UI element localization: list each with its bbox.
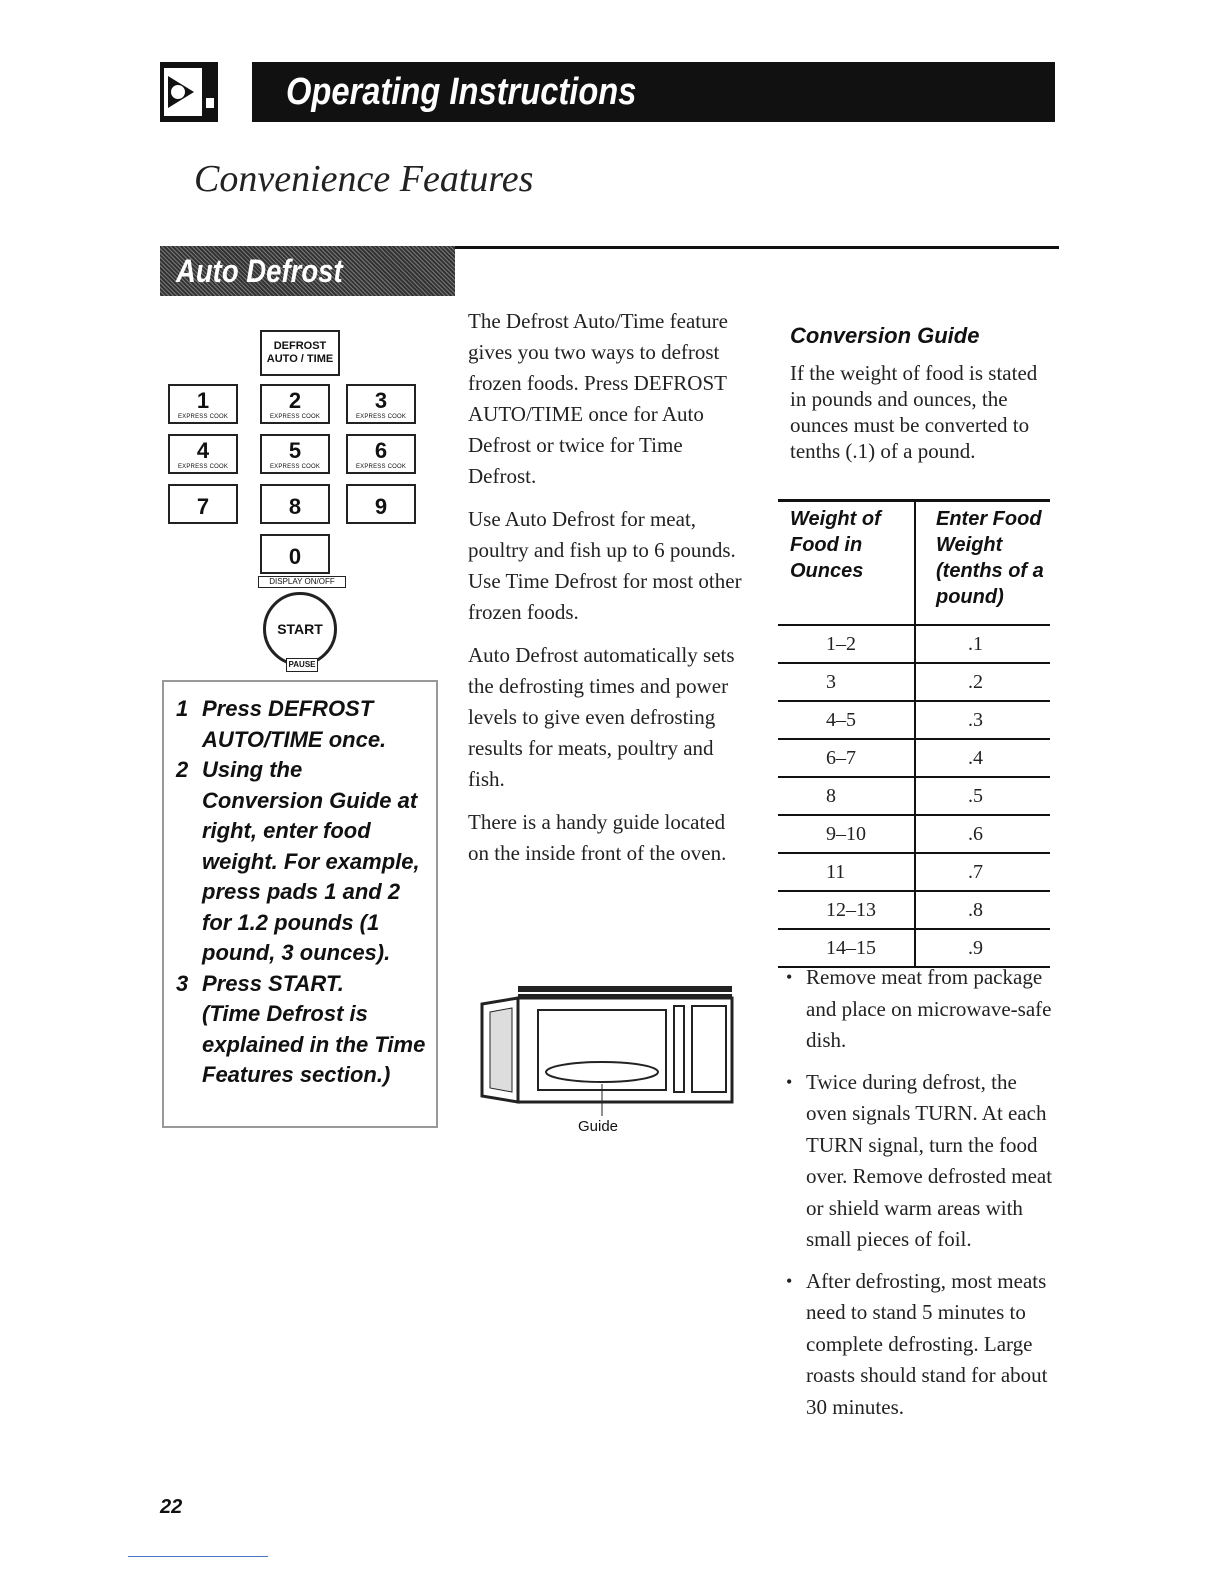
microwave-hand-icon xyxy=(160,62,218,122)
conversion-guide-intro: If the weight of food is stated in pounds and ounces, the ounces must be converted to tenths (.1) of a pound. xyxy=(790,361,1038,463)
page-number: 22 xyxy=(160,1496,183,1518)
cell-ounces: 8 xyxy=(826,785,836,807)
column-header-tenths: Enter Food Weight (tenths of a pound) xyxy=(914,502,1050,624)
key-0: 0 xyxy=(260,534,330,574)
header-title: Operating Instructions xyxy=(252,62,1055,122)
key-9: 9 xyxy=(346,484,416,524)
key-8: 8 xyxy=(260,484,330,524)
key-5: 5 EXPRESS COOK xyxy=(260,434,330,474)
keypad-illustration xyxy=(168,312,436,682)
key-3: 3 EXPRESS COOK xyxy=(346,384,416,424)
bullet-icon: • xyxy=(786,1270,793,1291)
list-item xyxy=(786,1067,1056,1256)
cell-tenths: .4 xyxy=(914,740,1050,776)
cell-ounces: 9–10 xyxy=(826,823,866,845)
defrost-key-line2: AUTO / TIME xyxy=(266,353,334,365)
step-number: 1 xyxy=(176,696,189,721)
defrost-key-line1: DEFROST xyxy=(273,340,327,352)
step-text: Using the Conversion Guide at right, enter food weight. For example, press pads 1 and 2 for 1.2 pounds (1 pound, 3 ounces). xyxy=(202,757,420,965)
pause-label: PAUSE xyxy=(286,658,318,672)
cell-tenths: .3 xyxy=(914,702,1050,738)
table-header xyxy=(778,499,1050,626)
conversion-table xyxy=(778,499,1050,968)
oven-caption: Guide xyxy=(578,1118,619,1135)
cell-tenths: .1 xyxy=(914,626,1050,662)
bullet-icon: • xyxy=(786,1071,793,1092)
list-item xyxy=(786,962,1056,1057)
cell-ounces: 6–7 xyxy=(826,747,856,769)
cell-ounces: 4–5 xyxy=(826,709,856,731)
tips-list xyxy=(786,962,1056,1433)
key-1: 1 EXPRESS COOK xyxy=(168,384,238,424)
table-row xyxy=(778,740,1050,778)
key-2: 2 EXPRESS COOK xyxy=(260,384,330,424)
paragraph: The Defrost Auto/Time feature gives you two ways to defrost frozen foods. Press DEFROST AUTO/TIME once for Auto Defrost or twice for Time Defrost. xyxy=(468,309,728,488)
step-2 xyxy=(176,755,426,969)
steps-box xyxy=(162,680,438,1128)
column-header-ounces: Weight of Food in Ounces xyxy=(790,508,881,582)
section-rule xyxy=(455,246,1059,249)
steps-note: (Time Defrost is explained in the Time Features section.) xyxy=(202,1001,426,1087)
list-item-text: Twice during defrost, the oven signals TURN. At each TURN signal, turn the food over. Remove defrosted meat or shield warm areas with small pieces of foil. xyxy=(806,1069,1053,1251)
table-row xyxy=(778,702,1050,740)
step-number: 2 xyxy=(176,757,189,782)
conversion-guide-title: Conversion Guide xyxy=(790,323,980,348)
start-key: START xyxy=(263,592,337,666)
cell-tenths: .7 xyxy=(914,854,1050,890)
step-text: Press START. xyxy=(202,970,344,996)
list-item-text: Remove meat from package and place on microwave-safe dish. xyxy=(806,965,1052,1052)
oven-illustration xyxy=(478,980,736,1135)
paragraph: Use Auto Defrost for meat, poultry and fish up to 6 pounds. Use Time Defrost for most other frozen foods. xyxy=(468,507,742,624)
description-column xyxy=(468,306,748,881)
key-4: 4 EXPRESS COOK xyxy=(168,434,238,474)
step-3 xyxy=(176,969,426,1000)
paragraph: Auto Defrost automatically sets the defrosting times and power levels to give even defrosting results for meats, poultry and fish. xyxy=(468,643,735,791)
table-row xyxy=(778,816,1050,854)
table-row xyxy=(778,664,1050,702)
cell-ounces: 14–15 xyxy=(826,937,876,959)
cell-ounces: 3 xyxy=(826,671,836,693)
footer-line xyxy=(128,1556,268,1557)
key-6: 6 EXPRESS COOK xyxy=(346,434,416,474)
cell-tenths: .5 xyxy=(914,778,1050,814)
table-row xyxy=(778,892,1050,930)
section-banner: Auto Defrost xyxy=(160,246,455,296)
bullet-icon: • xyxy=(786,967,793,987)
key-7: 7 xyxy=(168,484,238,524)
cell-ounces: 12–13 xyxy=(826,899,876,921)
cell-tenths: .9 xyxy=(914,930,1050,966)
table-row xyxy=(778,854,1050,892)
cell-tenths: .8 xyxy=(914,892,1050,928)
step-1 xyxy=(176,694,426,755)
cell-tenths: .6 xyxy=(914,816,1050,852)
section-title: Convenience Features xyxy=(194,158,534,200)
step-text: Press DEFROST AUTO/TIME once. xyxy=(202,696,387,752)
list-item-text: After defrosting, most meats need to stand 5 minutes to complete defrosting. Large roasts should stand for about 30 minutes. xyxy=(806,1268,1048,1419)
table-row xyxy=(778,778,1050,816)
display-on-off-label: DISPLAY ON/OFF xyxy=(258,576,346,588)
step-number: 3 xyxy=(176,970,189,996)
cell-tenths: .2 xyxy=(914,664,1050,700)
paragraph: There is a handy guide located on the inside front of the oven. xyxy=(468,810,727,865)
cell-ounces: 1–2 xyxy=(826,633,856,655)
table-row xyxy=(778,626,1050,664)
defrost-auto-time-key xyxy=(260,330,340,376)
list-item xyxy=(786,1266,1056,1424)
open-oven-drawing xyxy=(478,980,736,1120)
cell-ounces: 11 xyxy=(826,861,846,883)
